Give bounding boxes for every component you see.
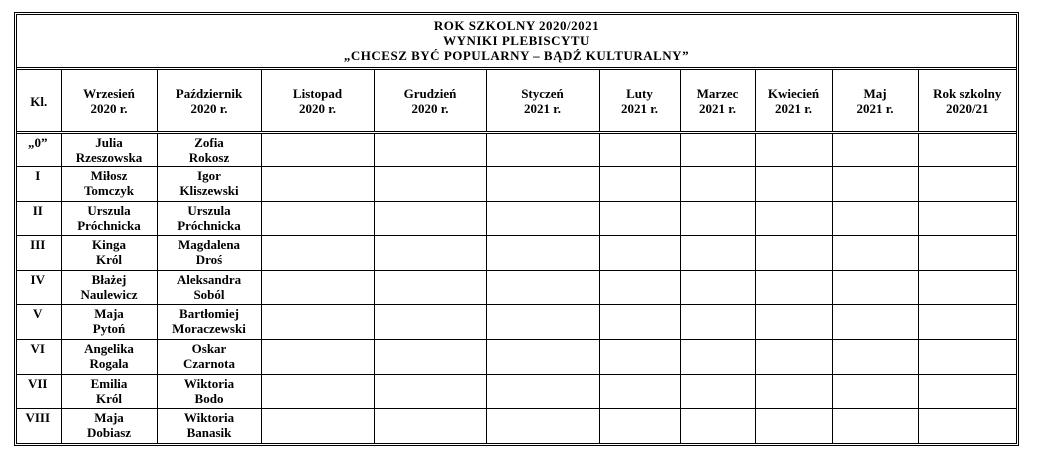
class-cell: [17, 409, 61, 444]
empty-cell: [918, 132, 1016, 167]
empty-cell: [680, 201, 755, 236]
winner-last-name: Dobiasz: [86, 425, 132, 441]
title-school-year: ROK SZKOLNY 2020/2021: [433, 18, 600, 33]
empty-cell: [918, 201, 1016, 236]
table-row: [17, 305, 1016, 340]
empty-cell: [374, 374, 486, 409]
winner-last-name: Moraczewski: [172, 321, 246, 337]
winner-last-name: Naulewicz: [80, 286, 138, 302]
winner-last-name: Król: [96, 390, 122, 406]
october-winner-cell: [157, 167, 261, 202]
empty-cell: [680, 167, 755, 202]
class-label: VI: [30, 341, 45, 357]
empty-cell: [486, 167, 599, 202]
empty-cell: [680, 236, 755, 271]
empty-cell: [918, 340, 1016, 375]
header-april-year: 2021 r.: [774, 101, 813, 117]
empty-cell: [918, 305, 1016, 340]
empty-cell: [261, 167, 374, 202]
winner-last-name: Próchnicka: [77, 217, 141, 233]
winner-last-name: Rokosz: [188, 149, 230, 165]
empty-cell: [832, 270, 918, 305]
header-april: [755, 70, 832, 132]
winner-last-name: Soból: [193, 286, 225, 302]
empty-cell: [261, 374, 374, 409]
empty-cell: [261, 409, 374, 444]
winner-first-name: Bartłomiej: [179, 306, 239, 322]
results-table: [17, 70, 1016, 443]
header-december-label: Grudzień: [403, 86, 457, 102]
class-cell: [17, 340, 61, 375]
empty-cell: [599, 201, 680, 236]
empty-cell: [918, 409, 1016, 444]
winner-first-name: Maja: [94, 410, 124, 426]
winner-first-name: Kinga: [92, 237, 126, 253]
empty-cell: [755, 340, 832, 375]
header-january-label: Styczeń: [521, 86, 564, 102]
september-winner-cell: [61, 270, 157, 305]
header-march-year: 2021 r.: [698, 101, 737, 117]
winner-last-name: Czarnota: [183, 356, 235, 372]
header-october-label: Październik: [175, 86, 243, 102]
empty-cell: [374, 201, 486, 236]
september-winner-cell: [61, 409, 157, 444]
empty-cell: [918, 270, 1016, 305]
empty-cell: [599, 374, 680, 409]
empty-cell: [755, 374, 832, 409]
empty-cell: [374, 409, 486, 444]
winner-first-name: Magdalena: [177, 237, 241, 253]
class-label: II: [32, 202, 43, 218]
empty-cell: [374, 270, 486, 305]
october-winner-cell: [157, 305, 261, 340]
winner-last-name: Banasik: [186, 425, 232, 441]
winner-last-name: Droś: [195, 252, 223, 268]
winner-first-name: Zofia: [194, 134, 224, 150]
header-may-label: Maj: [863, 86, 887, 102]
empty-cell: [832, 236, 918, 271]
table-row: [17, 270, 1016, 305]
header-october-year: 2020 r.: [190, 101, 228, 117]
results-table-body: [17, 132, 1016, 443]
empty-cell: [680, 374, 755, 409]
empty-cell: [832, 305, 918, 340]
october-winner-cell: [157, 409, 261, 444]
winner-first-name: Emilia: [90, 375, 128, 391]
empty-cell: [261, 340, 374, 375]
class-cell: [17, 374, 61, 409]
winner-first-name: Oskar: [191, 341, 227, 357]
header-february-year: 2021 r.: [620, 101, 659, 117]
empty-cell: [680, 305, 755, 340]
empty-cell: [832, 201, 918, 236]
empty-cell: [486, 305, 599, 340]
class-label: III: [30, 237, 46, 253]
header-school-year-label: Rok szkolny: [933, 86, 1002, 102]
empty-cell: [599, 305, 680, 340]
empty-cell: [599, 409, 680, 444]
winner-last-name: Bodo: [194, 390, 224, 406]
september-winner-cell: [61, 132, 157, 167]
empty-cell: [832, 409, 918, 444]
winner-last-name: Pytoń: [92, 321, 126, 337]
empty-cell: [680, 340, 755, 375]
header-february-label: Luty: [626, 86, 653, 102]
empty-cell: [486, 132, 599, 167]
class-label: VIII: [25, 410, 51, 426]
winner-first-name: Błażej: [91, 271, 127, 287]
header-school-year-year: 2020/21: [945, 101, 989, 117]
header-march-label: Marzec: [696, 86, 739, 102]
empty-cell: [832, 132, 918, 167]
header-november-label: Listopad: [292, 86, 343, 102]
table-row: [17, 374, 1016, 409]
winner-first-name: Maja: [94, 306, 124, 322]
empty-cell: [755, 132, 832, 167]
september-winner-cell: [61, 305, 157, 340]
header-row: [17, 70, 1016, 132]
empty-cell: [486, 236, 599, 271]
empty-cell: [918, 167, 1016, 202]
empty-cell: [918, 374, 1016, 409]
september-winner-cell: [61, 167, 157, 202]
results-document: [14, 12, 1019, 446]
winner-first-name: Angelika: [84, 341, 134, 357]
september-winner-cell: [61, 201, 157, 236]
october-winner-cell: [157, 340, 261, 375]
winner-last-name: Rzeszowska: [75, 149, 143, 165]
header-may: [832, 70, 918, 132]
october-winner-cell: [157, 132, 261, 167]
empty-cell: [832, 374, 918, 409]
empty-cell: [374, 132, 486, 167]
winner-last-name: Król: [96, 252, 122, 268]
september-winner-cell: [61, 236, 157, 271]
title-plebiscite-name: „CHCESZ BYĆ POPULARNY – BĄDŹ KULTURALNY”: [343, 48, 690, 63]
header-september-label: Wrzesień: [83, 86, 135, 102]
header-january-year: 2021 r.: [523, 101, 562, 117]
winner-first-name: Igor: [197, 168, 221, 184]
empty-cell: [755, 409, 832, 444]
header-april-label: Kwiecień: [767, 86, 820, 102]
table-row: [17, 167, 1016, 202]
october-winner-cell: [157, 374, 261, 409]
table-row: [17, 132, 1016, 167]
october-winner-cell: [157, 201, 261, 236]
empty-cell: [261, 201, 374, 236]
empty-cell: [832, 340, 918, 375]
empty-cell: [486, 374, 599, 409]
empty-cell: [486, 270, 599, 305]
october-winner-cell: [157, 270, 261, 305]
table-row: [17, 236, 1016, 271]
header-december-year: 2020 r.: [411, 101, 449, 117]
header-class: [17, 70, 61, 132]
class-label: IV: [30, 271, 45, 287]
header-september-year: 2020 r.: [90, 101, 128, 117]
empty-cell: [680, 409, 755, 444]
header-may-year: 2021 r.: [856, 101, 894, 117]
header-november: [261, 70, 374, 132]
header-march: [680, 70, 755, 132]
winner-first-name: Wiktoria: [183, 375, 235, 391]
winner-first-name: Urszula: [87, 202, 131, 218]
header-january: [486, 70, 599, 132]
class-label: V: [33, 306, 43, 322]
winner-last-name: Tomczyk: [83, 183, 135, 199]
title-results: WYNIKI PLEBISCYTU: [443, 33, 590, 48]
class-label: „0”: [28, 134, 48, 150]
winner-first-name: Miłosz: [90, 168, 128, 184]
empty-cell: [680, 270, 755, 305]
empty-cell: [374, 340, 486, 375]
header-december: [374, 70, 486, 132]
empty-cell: [755, 270, 832, 305]
header-october: [157, 70, 261, 132]
class-cell: [17, 201, 61, 236]
september-winner-cell: [61, 340, 157, 375]
class-cell: [17, 305, 61, 340]
class-label: I: [35, 168, 41, 184]
header-september: [61, 70, 157, 132]
winner-first-name: Julia: [95, 134, 123, 150]
empty-cell: [755, 305, 832, 340]
empty-cell: [918, 236, 1016, 271]
header-school-year: [918, 70, 1016, 132]
class-cell: [17, 270, 61, 305]
table-row: [17, 201, 1016, 236]
header-november-year: 2020 r.: [298, 101, 337, 117]
empty-cell: [599, 132, 680, 167]
winner-first-name: Urszula: [187, 202, 231, 218]
september-winner-cell: [61, 374, 157, 409]
empty-cell: [261, 236, 374, 271]
empty-cell: [374, 305, 486, 340]
empty-cell: [261, 305, 374, 340]
empty-cell: [680, 132, 755, 167]
table-row: [17, 409, 1016, 444]
empty-cell: [755, 201, 832, 236]
empty-cell: [599, 167, 680, 202]
winner-last-name: Kliszewski: [179, 183, 239, 199]
empty-cell: [374, 167, 486, 202]
empty-cell: [486, 340, 599, 375]
table-row: [17, 340, 1016, 375]
class-cell: [17, 132, 61, 167]
empty-cell: [599, 270, 680, 305]
empty-cell: [599, 340, 680, 375]
empty-cell: [486, 201, 599, 236]
empty-cell: [599, 236, 680, 271]
class-cell: [17, 236, 61, 271]
empty-cell: [755, 236, 832, 271]
document-title: [17, 15, 1016, 70]
empty-cell: [374, 236, 486, 271]
empty-cell: [755, 167, 832, 202]
empty-cell: [261, 270, 374, 305]
winner-first-name: Aleksandra: [176, 271, 242, 287]
winner-first-name: Wiktoria: [183, 410, 235, 426]
class-cell: [17, 167, 61, 202]
empty-cell: [486, 409, 599, 444]
empty-cell: [261, 132, 374, 167]
class-label: VII: [27, 375, 48, 391]
winner-last-name: Próchnicka: [177, 217, 241, 233]
header-february: [599, 70, 680, 132]
header-class-label: Kl.: [30, 93, 48, 109]
october-winner-cell: [157, 236, 261, 271]
winner-last-name: Rogala: [89, 356, 129, 372]
empty-cell: [832, 167, 918, 202]
